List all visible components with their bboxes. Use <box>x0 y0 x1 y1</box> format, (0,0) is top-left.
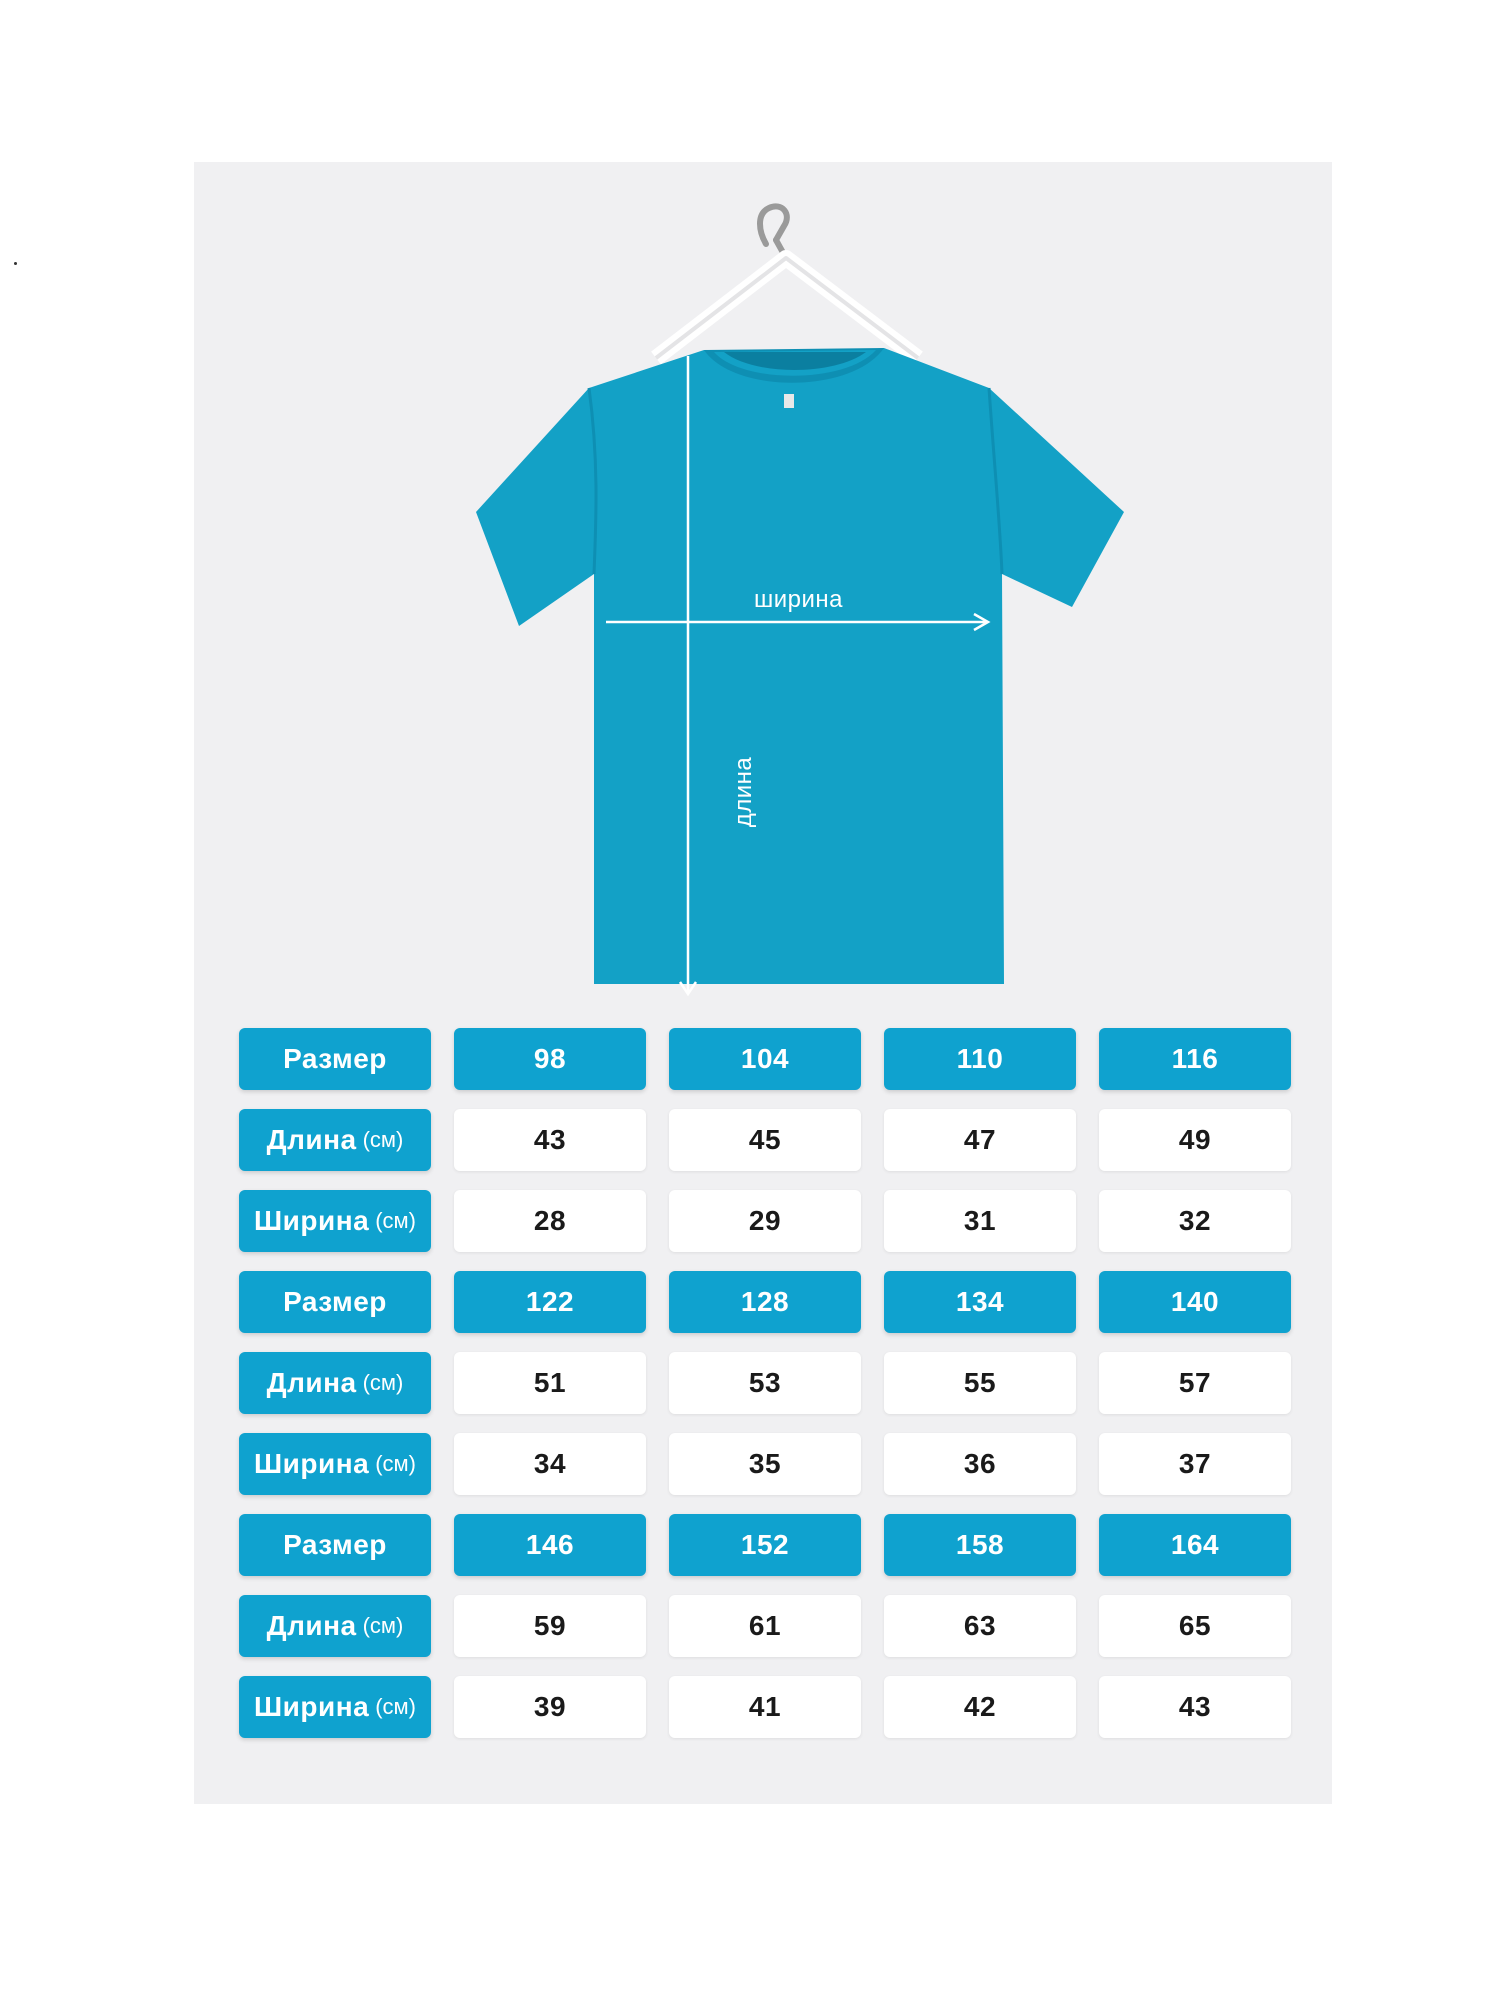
size-header-label: Размер <box>239 1514 431 1576</box>
length-value: 55 <box>884 1352 1076 1414</box>
size-value: 98 <box>454 1028 646 1090</box>
size-value: 110 <box>884 1028 1076 1090</box>
size-value: 140 <box>1099 1271 1291 1333</box>
size-header-label: Размер <box>239 1271 431 1333</box>
length-value: 45 <box>669 1109 861 1171</box>
width-value: 29 <box>669 1190 861 1252</box>
width-row-label: Ширина (см) <box>239 1433 431 1495</box>
unit-label: (см) <box>362 1613 404 1638</box>
length-value: 51 <box>454 1352 646 1414</box>
size-value: 164 <box>1099 1514 1291 1576</box>
unit-label: (см) <box>362 1370 404 1395</box>
width-value: 35 <box>669 1433 861 1495</box>
length-row-label: Длина (см) <box>239 1595 431 1657</box>
width-label: ширина <box>754 586 844 613</box>
length-row-label: Длина (см) <box>239 1109 431 1171</box>
hanger-icon <box>656 206 918 358</box>
unit-label: (см) <box>362 1127 404 1152</box>
size-header-label: Размер <box>239 1028 431 1090</box>
width-value: 32 <box>1099 1190 1291 1252</box>
length-value: 43 <box>454 1109 646 1171</box>
width-value: 42 <box>884 1676 1076 1738</box>
length-value: 49 <box>1099 1109 1291 1171</box>
width-value: 39 <box>454 1676 646 1738</box>
width-row-label: Ширина (см) <box>239 1676 431 1738</box>
size-value: 134 <box>884 1271 1076 1333</box>
length-value: 63 <box>884 1595 1076 1657</box>
width-value: 34 <box>454 1433 646 1495</box>
width-value: 36 <box>884 1433 1076 1495</box>
stray-dot <box>14 262 17 265</box>
length-value: 59 <box>454 1595 646 1657</box>
size-value: 152 <box>669 1514 861 1576</box>
width-value: 43 <box>1099 1676 1291 1738</box>
width-value: 28 <box>454 1190 646 1252</box>
unit-label: (см) <box>375 1451 416 1476</box>
tshirt-shape <box>476 348 1124 984</box>
length-value: 47 <box>884 1109 1076 1171</box>
length-value: 53 <box>669 1352 861 1414</box>
unit-label: (см) <box>375 1208 416 1233</box>
width-row-label: Ширина (см) <box>239 1190 431 1252</box>
size-value: 104 <box>669 1028 861 1090</box>
size-value: 146 <box>454 1514 646 1576</box>
length-value: 57 <box>1099 1352 1291 1414</box>
length-value: 61 <box>669 1595 861 1657</box>
length-label: длина <box>730 756 757 828</box>
size-chart-panel <box>194 162 1332 1804</box>
width-value: 37 <box>1099 1433 1291 1495</box>
width-value: 31 <box>884 1190 1076 1252</box>
size-value: 122 <box>454 1271 646 1333</box>
unit-label: (см) <box>375 1694 416 1719</box>
tshirt-diagram <box>194 162 1332 1012</box>
size-table <box>239 1028 1289 1738</box>
size-value: 116 <box>1099 1028 1291 1090</box>
width-value: 41 <box>669 1676 861 1738</box>
length-value: 65 <box>1099 1595 1291 1657</box>
size-value: 128 <box>669 1271 861 1333</box>
size-value: 158 <box>884 1514 1076 1576</box>
length-row-label: Длина (см) <box>239 1352 431 1414</box>
